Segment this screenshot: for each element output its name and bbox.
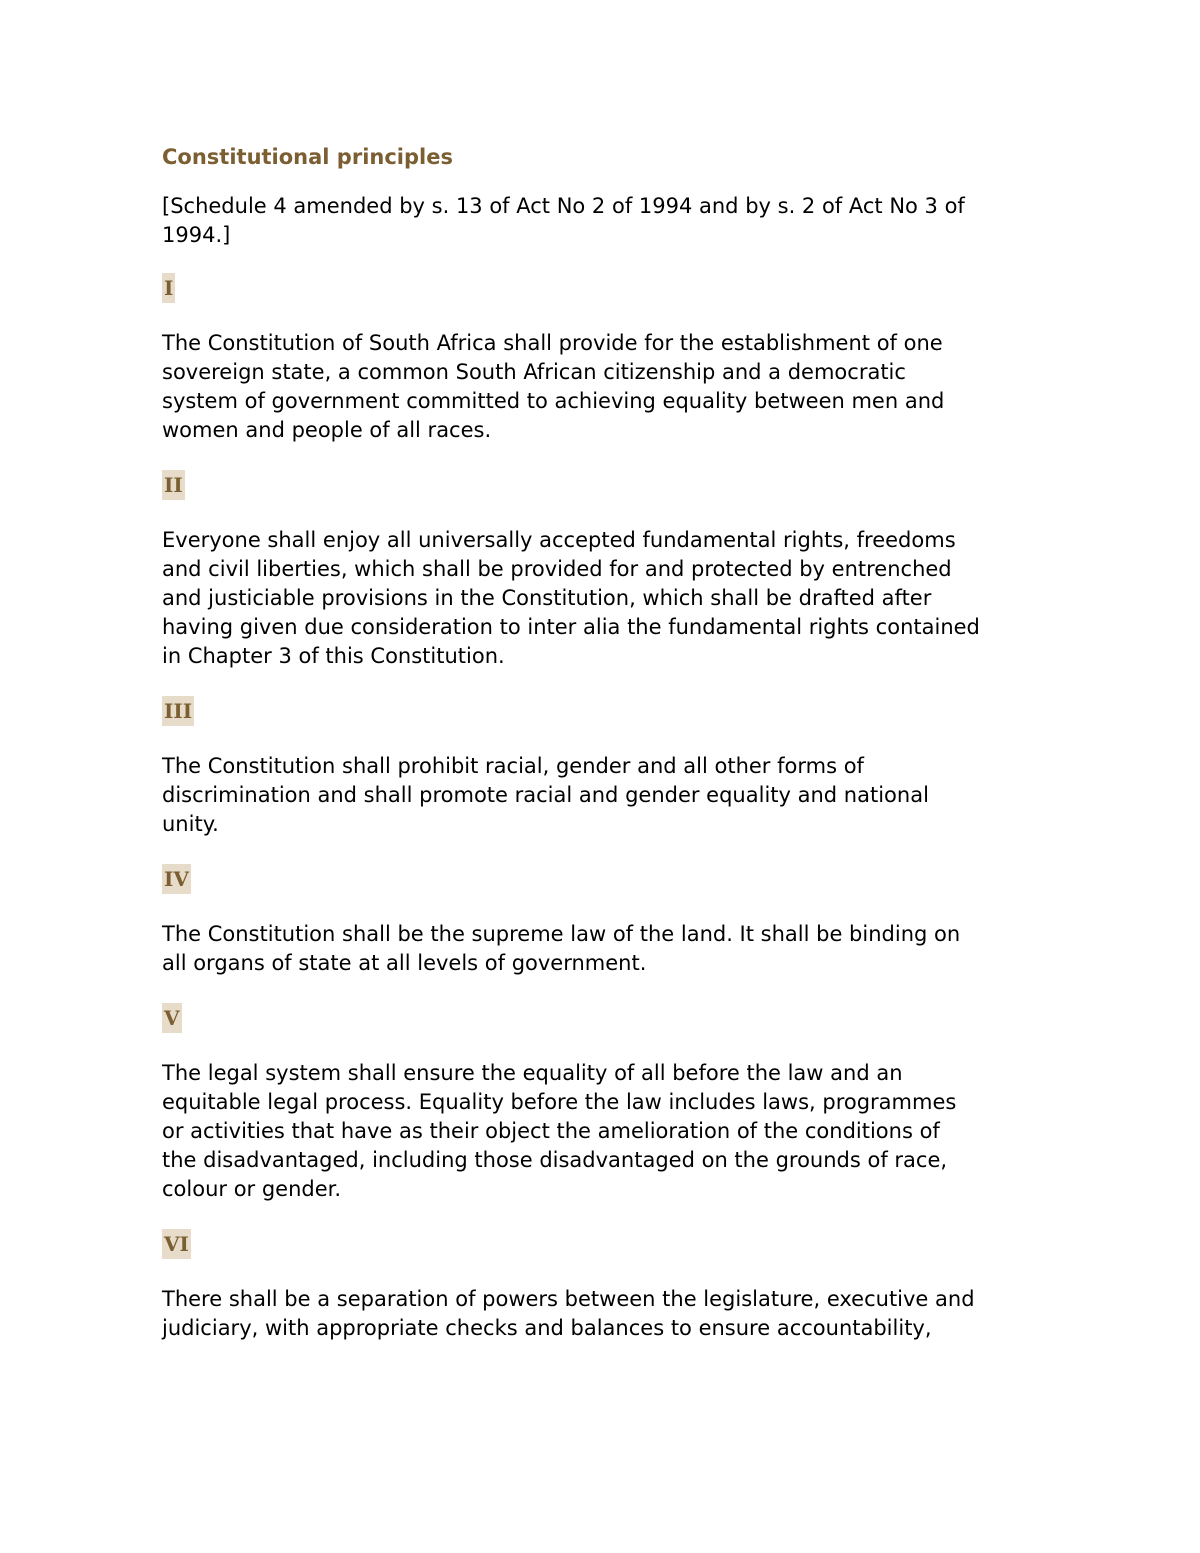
amendment-note: [Schedule 4 amended by s. 13 of Act No 2 of 1994 and by s. 2 of Act No 3 of 1994.] — [162, 194, 965, 247]
principle-text: Everyone shall enjoy all universally accepted fundamental rights, freedoms and civil liberties, which shall be provided for and protected by entrenched and justiciable provisions in the Constitution, which shall be drafted after having given due consideration to inter alia the fundamental rights contained in Chapter 3 of this Constitution. — [162, 528, 980, 668]
principle-text: The Constitution shall be the supreme law of the land. It shall be binding on all organs of state at all levels of government. — [162, 922, 961, 975]
principle-text: The legal system shall ensure the equality of all before the law and an equitable legal process. Equality before the law includes laws, programmes or activities that have as their object the amelioration of the conditions of the disadvantaged, including those disadvantaged on the grounds of race, colour or gender. — [162, 1061, 957, 1201]
principle-numeral: V — [162, 1003, 182, 1033]
principle-text: The Constitution shall prohibit racial, gender and all other forms of discrimination and shall promote racial and gender equality and national unity. — [162, 754, 929, 836]
document-body — [162, 140, 1092, 1368]
principle-section — [162, 273, 1092, 445]
principle-section — [162, 470, 1092, 671]
principle-numeral: III — [162, 696, 194, 726]
principle-section — [162, 1229, 1092, 1343]
principle-numeral: II — [162, 470, 185, 500]
principle-numeral: VI — [162, 1229, 191, 1259]
principle-section — [162, 696, 1092, 839]
principle-section — [162, 1003, 1092, 1204]
document-title: Constitutional principles — [162, 145, 453, 169]
principle-text: There shall be a separation of powers between the legislature, executive and judiciary, with appropriate checks and balances to ensure accountability, — [162, 1287, 975, 1340]
principle-text: The Constitution of South Africa shall provide for the establishment of one sovereign state, a common South African citizenship and a democratic system of government committed to achieving equality between men and women and people of all races. — [162, 331, 945, 442]
principle-numeral: I — [162, 273, 175, 303]
principle-section — [162, 864, 1092, 978]
principle-numeral: IV — [162, 864, 191, 894]
